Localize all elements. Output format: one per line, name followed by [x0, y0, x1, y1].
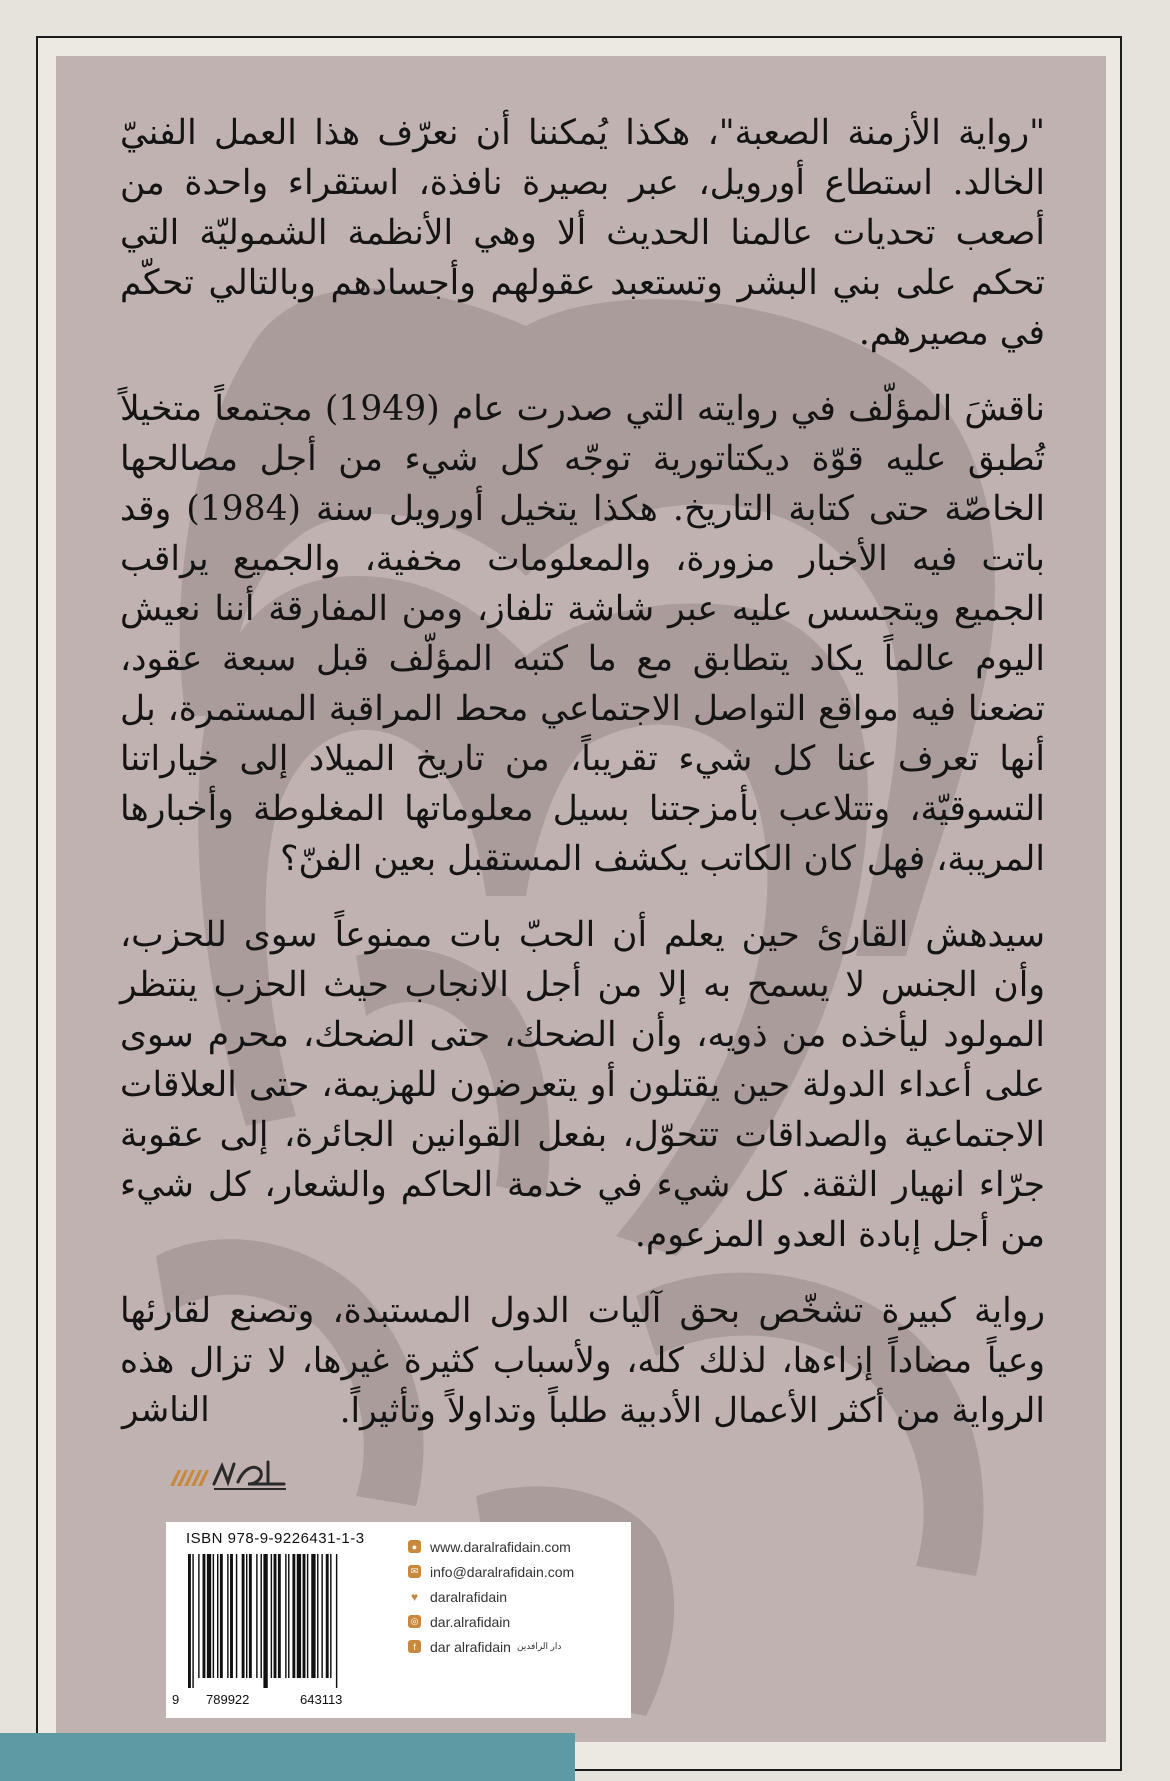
barcode-bar	[217, 1554, 218, 1678]
barcode-digits-right: 643113	[300, 1692, 343, 1707]
barcode-bar	[203, 1554, 206, 1678]
barcode-bar	[297, 1554, 301, 1678]
cover-panel	[56, 56, 1106, 1742]
blurb-paragraph: سيدهش القارئ حين يعلم أن الحبّ بات ممنوعاً سوى للحزب، وأن الجنس لا يسمح به إلا من أجل الانجاب حيث الحزب ينتظر المولود ليأخذه من ذويه، وأن الضحك، حتى الضحك، محرم سوى على أعداء الدولة حين يقتلون أو يتعرضون للهزيمة، حتى العلاقات الاجتماعية والصداقات تتحوّل، بفعل القوانين الجائرة، إلى عقوبة جرّاء انهيار الثقة. كل شيء في خدمة الحاكم والشعار، كل شيء من أجل إبادة العدو المزعوم.	[120, 915, 1045, 1255]
barcode-bar	[236, 1554, 237, 1678]
blurb-paragraph: ناقشَ المؤلّف في روايته التي صدرت عام (1949) مجتمعاً متخيلاً تُطبق عليه قوّة ديكتاتورية توجّه كل شيء من أجل مصالحها الخاصّة حتى كتابة التاريخ. هكذا يتخيل أورويل سنة (1984) وقد باتت فيه الأخبار مزورة، والمعلومات مخفية، والجميع يراقب الجميع ويتجسس عليه عبر شاشة تلفاز، ومن المفارقة أننا نعيش اليوم عالماً يكاد يتطابق مع ما كتبه المؤلّف قبل سبعة عقود، تضعنا فيه مواقع التواصل الاجتماعي محط المراقبة المستمرة، بل أنها تعرف عنا كل شيء تقريباً، من تاريخ الميلاد إلى خياراتنا التسوقيّة، وتتلاعب بأمزجتنا بسيل معلوماتها المغلوطة وأخبارها المريبة، فهل كان الكاتب يكشف المستقبل بعين الفنّ؟	[120, 389, 1045, 879]
barcode-bar	[271, 1554, 272, 1678]
barcode-bar	[192, 1554, 193, 1688]
barcode-bar	[317, 1554, 318, 1678]
blurb-paragraph: "رواية الأزمنة الصعبة"، هكذا يُمكننا أن نعرّف هذا العمل الفنيّ الخالد. استطاع أورويل، عبر بصيرة نافذة، استقراء واحدة من أصعب تحديات عالمنا الحديث ألا وهي الأنظمة الشموليّة التي تحكم على بني البشر وتستعبد عقولهم وأجسادهم وبالتالي تحكّم في مصيرهم.	[120, 113, 1045, 353]
isbn-contact-box	[166, 1522, 631, 1718]
barcode-digits-middle: 789922	[206, 1692, 250, 1707]
barcode-bar	[213, 1554, 214, 1678]
facebook-text: dar alrafidain	[430, 1638, 511, 1655]
email-icon: ✉	[408, 1565, 421, 1578]
instagram-text: dar.alrafidain	[430, 1613, 511, 1630]
barcode-bar	[292, 1554, 295, 1678]
twitter-text: daralrafidain	[430, 1588, 508, 1605]
barcode-bar	[336, 1554, 337, 1688]
twitter-row	[408, 1584, 574, 1609]
email-text: info@daralrafidain.com	[430, 1563, 575, 1580]
publisher-contacts	[408, 1534, 574, 1659]
isbn-barcode	[184, 1554, 380, 1688]
barcode-bar	[242, 1554, 245, 1678]
barcode-bar	[303, 1554, 306, 1678]
website-text: www.daralrafidain.com	[430, 1538, 571, 1555]
blurb-text	[120, 108, 1045, 1462]
barcode-bar	[330, 1554, 331, 1678]
facebook-icon: f	[408, 1640, 421, 1653]
twitter-icon: ♥	[410, 1589, 419, 1604]
publisher-logo	[164, 1448, 294, 1498]
barcode-bar	[288, 1554, 289, 1678]
barcode-bar	[321, 1554, 322, 1678]
instagram-row	[408, 1609, 574, 1634]
globe-icon: ●	[408, 1540, 421, 1553]
barcode-bar	[307, 1554, 308, 1678]
barcode-bar	[285, 1554, 286, 1678]
instagram-icon: ◎	[408, 1615, 421, 1628]
facebook-arabic-text: دار الرافدين	[516, 1641, 562, 1651]
barcode-bar	[278, 1554, 281, 1678]
barcode-bar	[261, 1554, 262, 1678]
barcode-bar	[249, 1554, 252, 1678]
barcode-bar	[263, 1554, 267, 1688]
facebook-row	[408, 1634, 574, 1659]
barcode-bar	[274, 1554, 277, 1678]
email-row	[408, 1559, 574, 1584]
barcode-bar	[227, 1554, 228, 1678]
cover-accent-strip	[0, 1733, 575, 1781]
barcode-bar	[246, 1554, 247, 1678]
blurb-paragraph: رواية كبيرة تشخّص بحق آليات الدول المستبدة، وتصنع لقارئها وعياً مضاداً إزاءها، لذلك كله، ولأسباب كثيرة غيرها، لا تزال هذه الرواية من أكثر الأعمال الأدبية طلباً وتداولاً وتأثيراً.	[120, 1291, 1045, 1431]
barcode-bar	[326, 1554, 329, 1678]
barcode-bar	[220, 1554, 223, 1678]
barcode-bar	[311, 1554, 315, 1678]
barcode-bar	[198, 1554, 199, 1678]
barcode-bar	[256, 1554, 257, 1678]
website-row	[408, 1534, 574, 1559]
barcode-bar	[230, 1554, 233, 1678]
isbn-number: ISBN 978-9-9226431-1-3	[186, 1530, 365, 1547]
barcode-bar	[188, 1554, 191, 1688]
barcode-bar	[207, 1554, 211, 1678]
publisher-signature: الناشر	[122, 1390, 210, 1430]
barcode-digit-left: 9	[172, 1692, 180, 1707]
